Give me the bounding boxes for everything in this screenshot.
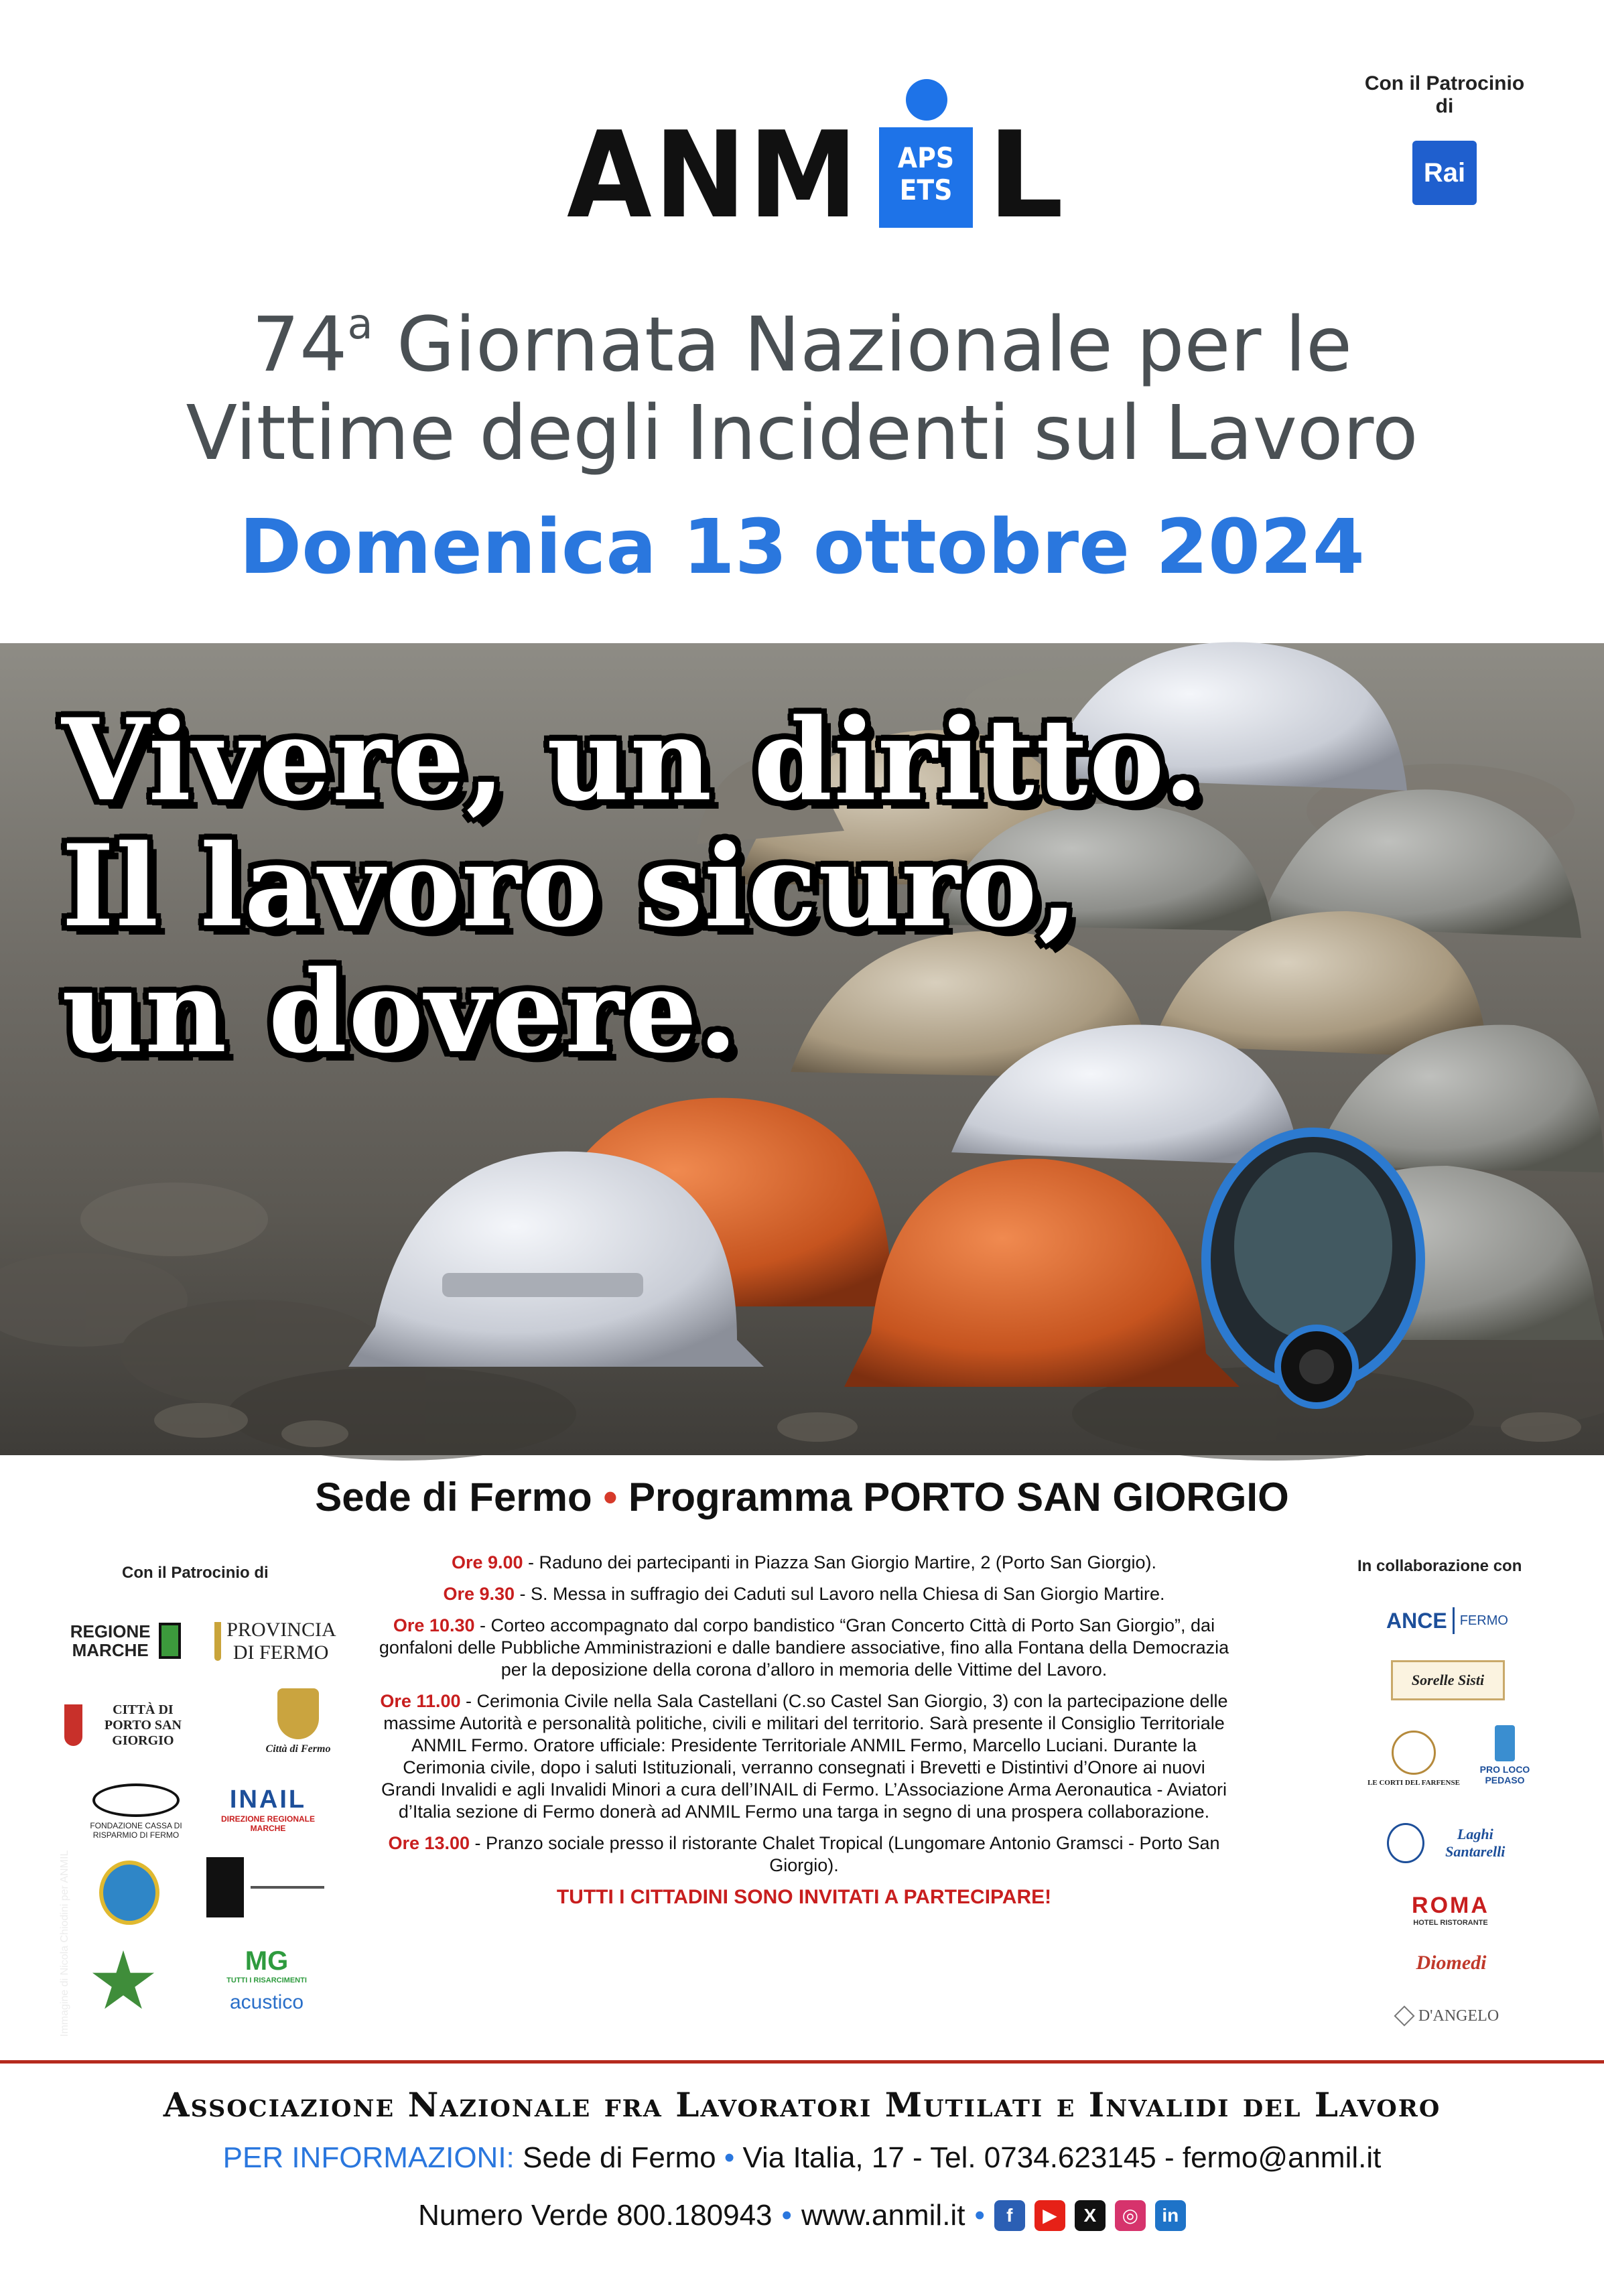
- inail-text: INAIL: [229, 1785, 307, 1814]
- numero-verde: Numero Verde 800.180943: [418, 2199, 773, 2232]
- program-title-right: Programma PORTO SAN GIORGIO: [628, 1475, 1289, 1520]
- acustico-text: acustico: [229, 1990, 304, 2013]
- aeronautica-logo: [92, 1856, 166, 1930]
- slogan-line3: un dovere.: [62, 945, 739, 1078]
- mg-text: MG: [245, 1946, 289, 1976]
- ance-text: ANCE: [1386, 1608, 1447, 1633]
- info-address: Via Italia, 17 - Tel. 0734.623145 - fermo@anmil.it: [742, 2141, 1382, 2174]
- logo-aps-ets: [879, 127, 973, 228]
- anniversary-logo: [83, 1946, 163, 2019]
- page-title: [0, 280, 1604, 478]
- aeronautica-emblem-icon: [99, 1861, 159, 1925]
- crest-icon: [277, 1688, 319, 1739]
- inail-logo: [214, 1782, 322, 1836]
- rai-logo: Rai: [1412, 141, 1477, 205]
- par-logo: [198, 1850, 332, 1924]
- program-time: Ore 9.00: [451, 1552, 523, 1572]
- proloco-text: PRO LOCO PEDASO: [1479, 1764, 1530, 1785]
- provincia-fermo-logo: [214, 1608, 335, 1675]
- program-time: Ore 11.00: [380, 1691, 461, 1711]
- left-patrocinio-label: Con il Patrocinio di: [122, 1564, 269, 1582]
- corti-emblem-icon: [1392, 1731, 1436, 1775]
- program-list: [375, 1552, 1233, 1908]
- regione-marche-logo: [67, 1611, 181, 1671]
- lighthouse-icon: [1495, 1725, 1515, 1761]
- sorelle-sisti-text: Sorelle Sisti: [1411, 1672, 1485, 1688]
- title-number: 74: [251, 301, 348, 389]
- diomedi-logo: [1398, 1943, 1505, 1983]
- program-title-left: Sede di Fermo: [315, 1475, 592, 1520]
- association-name: Associazione Nazionale fra Lavoratori Mutilati e Invalidi del Lavoro: [163, 2085, 1441, 2124]
- rai-patronage: [1357, 72, 1532, 205]
- program-item: Ore 10.30 - Corteo accompagnato dal corpo bandistico “Gran Concerto Città di Porto San Giorgio”, dai gonfaloni delle Pubbliche Amministrazioni e dalle bandiere associative, fino alla Fontana della Democrazia per la deposizione della corona d’alloro in memoria delle Vittime del Lavoro.: [379, 1615, 1229, 1680]
- porto-san-giorgio-logo: [64, 1695, 198, 1755]
- contact-bullet: •: [781, 2199, 792, 2232]
- logo-aps: APS: [897, 141, 955, 174]
- roma-text: ROMA: [1412, 1892, 1489, 1918]
- star-icon: [91, 1950, 155, 2015]
- website-link[interactable]: www.anmil.it: [801, 2199, 965, 2232]
- footer-divider: [0, 2060, 1604, 2064]
- logo-ets: ETS: [899, 174, 953, 206]
- event-date: Domenica 13 ottobre 2024: [239, 504, 1365, 591]
- laghi-text: Laghi Santarelli: [1445, 1826, 1506, 1860]
- dangelo-text: D'ANGELO: [1418, 2007, 1499, 2025]
- program-time: Ore 9.30: [443, 1584, 515, 1604]
- info-sede: Sede di Fermo: [523, 2141, 716, 2174]
- fondazione-carifermo-logo: [79, 1778, 193, 1845]
- regione-marche-text: REGIONE MARCHE: [70, 1621, 151, 1660]
- proloco-pedaso-logo: [1471, 1722, 1538, 1789]
- logo-dot-icon: [906, 79, 947, 121]
- mg-acustico-logo: [206, 1943, 327, 2017]
- corti-farfense-logo: [1367, 1722, 1461, 1796]
- slogan-line1: Vivere, un diritto.: [62, 693, 1205, 826]
- marche-emblem-icon: [159, 1623, 181, 1659]
- program-time: Ore 13.00: [388, 1833, 470, 1853]
- anmil-logo-l: L: [988, 106, 1064, 245]
- slogan: [62, 693, 1205, 1078]
- ance-fermo-logo: [1380, 1597, 1514, 1644]
- dangelo-logo: [1391, 1999, 1505, 2033]
- x-icon[interactable]: X: [1075, 2200, 1106, 2231]
- program-item: Ore 9.00 - Raduno dei partecipanti in Piazza San Giorgio Martire, 2 (Porto San Giorgio).: [451, 1552, 1157, 1572]
- program-item: Ore 9.30 - S. Messa in suffragio dei Caduti sul Lavoro nella Chiesa di San Giorgio Martire.: [443, 1584, 1165, 1604]
- slogan-line2: Il lavoro sicuro,: [62, 819, 1079, 952]
- diomedi-text: Diomedi: [1416, 1952, 1487, 1974]
- header: [0, 0, 1604, 643]
- anmil-logo-text: ANM: [567, 106, 860, 245]
- provincia-fermo-text: PROVINCIA DI FERMO: [226, 1619, 336, 1664]
- program-text: S. Messa in suffragio dei Caduti sul Lavoro nella Chiesa di San Giorgio Martire.: [531, 1584, 1165, 1604]
- program-time: Ore 10.30: [393, 1615, 475, 1635]
- diamond-icon: [1394, 2005, 1414, 2026]
- title-line1: Giornata Nazionale per le: [373, 301, 1353, 389]
- contact-line: [0, 2199, 1604, 2232]
- ance-fermo-text: FERMO: [1459, 1613, 1508, 1628]
- par-text-lines: [251, 1886, 324, 1889]
- anmil-logo: [567, 79, 1064, 247]
- info-line: [0, 2141, 1604, 2175]
- program-item: Ore 11.00 - Cerimonia Civile nella Sala Castellani (C.so Castel San Giorgio, 3) con la partecipazione delle massime Autorità e personalità politiche, civili e militari del territorio. Sarà presente il Consiglio Territoriale ANMIL Fermo. Oratore ufficiale: Presidente Territoriale ANMIL Fermo, Marcello Luciani. Durante la Cerimonia civile, dopo i saluti Istituzionali, verranno consegnati i Brevetti e Distintivi d’Onore ai nuovi Grandi Invalidi e agli Invalidi Minori a cura dell’INAIL di Fermo. L’Associazione Arma Aeronautica - Aviatori d’Italia sezione di Fermo donerà ad ANMIL Fermo una targa in segno di una prospera collaborazione.: [380, 1691, 1228, 1822]
- right-collab-label: In collaborazione con: [1357, 1557, 1522, 1575]
- contact-bullet: •: [974, 2199, 985, 2232]
- roma-hotel-logo: [1394, 1889, 1508, 1930]
- porto-san-giorgio-text: CITTÀ DI PORTO SAN GIORGIO: [104, 1702, 182, 1748]
- title-line2: Vittime degli Incidenti sul Lavoro: [186, 390, 1418, 477]
- citta-fermo-logo: [261, 1682, 335, 1762]
- invite-text: TUTTI I CITTADINI SONO INVITATI A PARTECIPARE!: [556, 1886, 1052, 1908]
- laghi-emblem-icon: [1387, 1823, 1424, 1863]
- program-text: Cerimonia Civile nella Sala Castellani (C.so Castel San Giorgio, 3) con la partecipazione delle massime Autorità e personalità politiche, civili e militari del territorio. Sarà presente il Consiglio Territoriale ANMIL Fermo. Oratore ufficiale: Presidente Territoriale ANMIL Fermo, Marcello Luciani. Durante la Cerimonia civile, dopo i saluti Istituzionali, verranno consegnati i Brevetti e Distintivi d’Onore ai nuovi Grandi Invalidi e agli Invalidi Minori a cura dell’INAIL di Fermo. L’Associazione Arma Aeronautica - Aviatori d’Italia sezione di Fermo donerà ad ANMIL Fermo una targa in segno di una prospera collaborazione.: [381, 1691, 1228, 1822]
- program-text: Raduno dei partecipanti in Piazza San Giorgio Martire, 2 (Porto San Giorgio).: [539, 1552, 1157, 1572]
- inail-sub-text: DIREZIONE REGIONALE MARCHE: [220, 1814, 315, 1833]
- roma-sub-text: HOTEL RISTORANTE: [1413, 1918, 1488, 1927]
- mg-sub-text: TUTTI I RISARCIMENTI: [226, 1976, 307, 1984]
- par-emblem-icon: [206, 1857, 244, 1917]
- photo-credit: Immagine di Nicola Chiodini per ANMIL: [59, 1850, 70, 2037]
- linkedin-icon[interactable]: in: [1155, 2200, 1186, 2231]
- title-sup: a: [347, 299, 373, 348]
- program-text: Pranzo sociale presso il ristorante Chalet Tropical (Lungomare Antonio Gramsci - Porto San Giorgio).: [486, 1833, 1220, 1875]
- facebook-icon[interactable]: f: [994, 2200, 1025, 2231]
- program-title: [0, 1474, 1604, 1520]
- fondazione-text: FONDAZIONE CASSA DI RISPARMIO DI FERMO: [90, 1821, 182, 1840]
- laghi-santarelli-logo: [1387, 1813, 1521, 1873]
- program-text: Corteo accompagnato dal corpo bandistico “Gran Concerto Città di Porto San Giorgio”, dai gonfaloni delle Pubbliche Amministrazioni e dalle bandiere associative, fino alla Fontana della Democrazia per la deposizione della corona d’alloro in memoria delle Vittime del Lavoro.: [379, 1615, 1229, 1680]
- sorelle-sisti-logo: [1391, 1660, 1505, 1700]
- patrocinio-label: Con il Patrocinio di: [1364, 72, 1525, 117]
- info-bullet: •: [724, 2141, 735, 2174]
- instagram-icon[interactable]: ◎: [1115, 2200, 1146, 2231]
- shield-icon: [64, 1704, 82, 1746]
- shield-icon: [214, 1622, 221, 1661]
- youtube-icon[interactable]: ▶: [1034, 2200, 1065, 2231]
- citta-fermo-text: Città di Fermo: [265, 1743, 331, 1755]
- program-item: Ore 13.00 - Pranzo sociale presso il ristorante Chalet Tropical (Lungomare Antonio Gramsci - Porto San Giorgio).: [388, 1833, 1220, 1875]
- corti-text: LE CORTI DEL FARFENSE: [1367, 1779, 1460, 1787]
- program-title-separator: •: [603, 1475, 618, 1520]
- info-label: PER INFORMAZIONI:: [222, 2141, 515, 2174]
- fondazione-emblem-icon: [92, 1783, 180, 1817]
